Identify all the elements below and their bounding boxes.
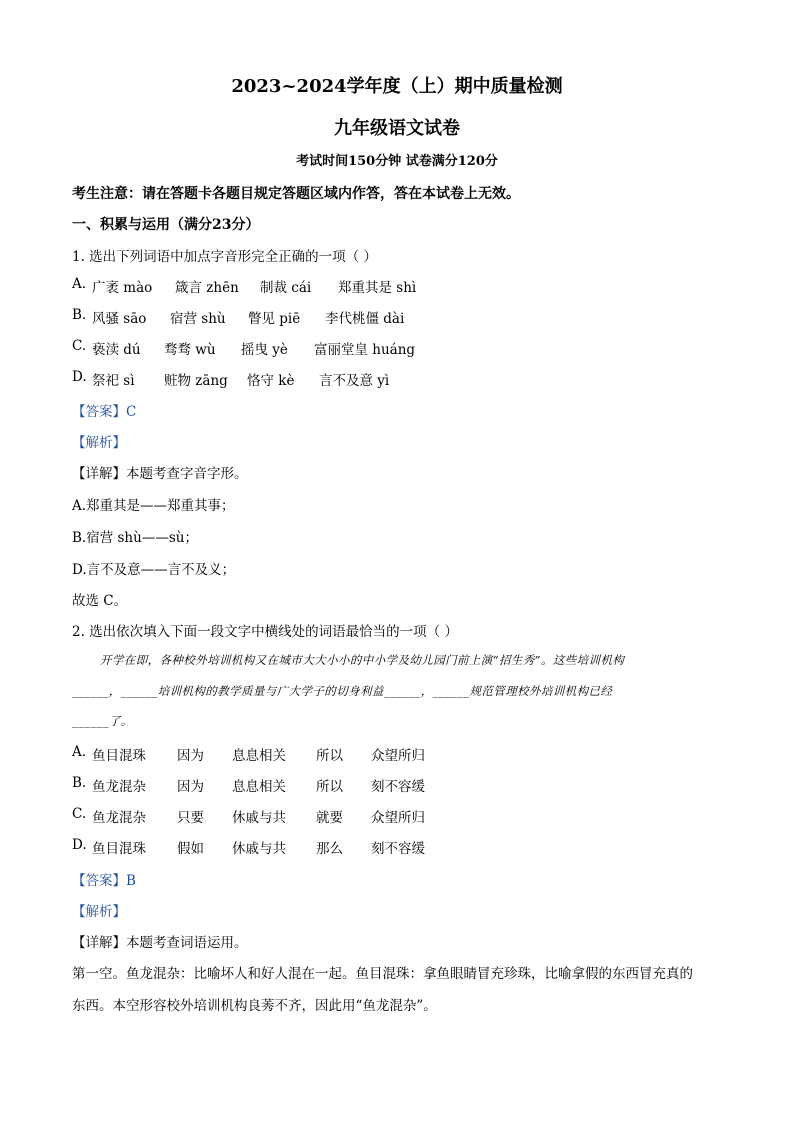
q2-analysis-label: 【解析】 — [72, 904, 126, 920]
q2-passage-line: 开学在即，各种校外培训机构又在城市大大小小的中小学及幼儿园门前上演“招生秀”。这些培训机构 — [100, 653, 625, 667]
q2-passage-line: ______，______培训机构的教学质量与广大学子的切身利益______，______规范管理校外培训机构已经 — [72, 684, 613, 698]
q1-explanation: D.言不及意——言不及义； — [72, 562, 236, 578]
q2-stem: 2. 选出依次填入下面一段文字中横线处的词语最恰当的一项（ ） — [72, 624, 458, 640]
exam-time-info: 考试时间150分钟 试卷满分120分 — [296, 154, 498, 169]
q2-passage-line: ______了。 — [72, 714, 133, 728]
q1-answer: 【答案】C — [72, 404, 137, 420]
q1-explanation: B.宿营 shù——sù； — [72, 530, 198, 546]
q2-detail: 【详解】本题考查词语运用。 — [72, 935, 248, 951]
exam-notice: 考生注意：请在答题卡各题目规定答题区域内作答，答在本试卷上无效。 — [72, 186, 520, 202]
q1-analysis-label: 【解析】 — [72, 435, 126, 451]
q1-conclusion: 故选 C。 — [72, 593, 128, 609]
section-heading: 一、积累与运用（满分23分） — [72, 217, 260, 233]
document-page: 2023~2024学年度（上）期中质量检测 九年级语文试卷 考试时间150分钟 试卷满分120分 考生注意：请在答题卡各题目规定答题区域内作答，答在本试卷上无效。 一、积累与运用（满分23分） 1. 选出下列词语中加点字音形完全正确的一项（ ） A. 广袤 mào 箴言 zhēn 制裁 cái 郑重其是 shì B. 风骚 sāo 宿营 shù 瞥见 piē 李代桃僵 dài C. 亵渎 dú 骛骛 wù 摇曳 yè 富丽堂皇 huáng D. 祭祀 sì 赃物 zāng 恪守 kè 言不及意 yì 【答案】C 【解析】 【详解】本题考查字音字形。 A.郑重其是——郑重其事； B.宿营 shù——sù； D.言不及意——言不及义； 故选 C。 2. 选出依次填入下面一段文字中横线处的词语最恰当的一项（ ） 开学在即，各种校外培训机构又在城市大大小小的中小学及幼儿园门前上演“招生秀”。这些培训机构 ______，______培训机构的教学质量与广大学子的切身利益______，______规范管理校外培训机构已经 ______了。 A. 鱼目混珠 因为 息息相关 所以 众望所归 B. 鱼龙混杂 因为 息息相关 所以 刻不容缓 C. 鱼龙混杂 只要 休戚与共 就要 众望所归 D. 鱼目混珠 假如 休戚与共 那么 刻不容缓 【答案】B 【解析】 【详解】本题考查词语运用。 第一空。鱼龙混杂：比喻坏人和好人混在一起。鱼目混珠：拿鱼眼睛冒充珍珠，比喻拿假的东西冒充真的 东西。本空形容校外培训机构良莠不齐，因此用“鱼龙混杂”。 — [0, 0, 794, 1123]
q2-explanation: 第一空。鱼龙混杂：比喻坏人和好人混在一起。鱼目混珠：拿鱼眼睛冒充珍珠，比喻拿假的东西冒充真的 — [72, 966, 693, 982]
exam-subtitle: 九年级语文试卷 — [334, 118, 460, 139]
q2-explanation: 东西。本空形容校外培训机构良莠不齐，因此用“鱼龙混杂”。 — [72, 998, 437, 1014]
q1-stem: 1. 选出下列词语中加点字音形完全正确的一项（ ） — [72, 249, 377, 265]
q1-explanation: A.郑重其是——郑重其事； — [72, 498, 235, 514]
q1-detail: 【详解】本题考查字音字形。 — [72, 466, 248, 482]
q2-answer: 【答案】B — [72, 873, 136, 889]
exam-title: 2023~2024学年度（上）期中质量检测 — [231, 76, 563, 97]
